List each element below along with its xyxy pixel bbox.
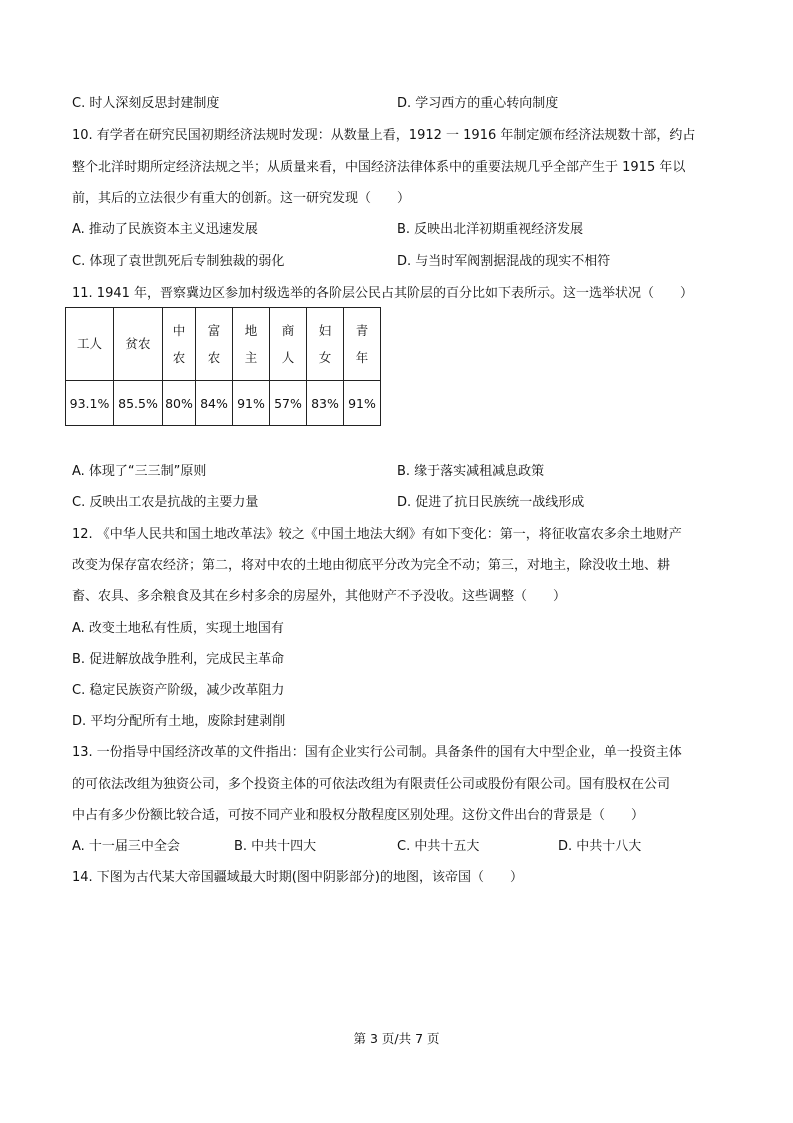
q13-stem-line-2: 的可依法改组为独资公司，多个投资主体的可依法改组为有限责任公司或股份有限公司。国有股权在公司	[72, 777, 671, 792]
table-header-cell: 地主	[233, 308, 270, 381]
q12-option-c: C. 稳定民族资产阶级，减少改革阻力	[72, 683, 285, 698]
election-table	[65, 307, 381, 426]
q9-option-c: C. 时人深刻反思封建制度	[72, 96, 220, 111]
q10-option-d: D. 与当时军阀割据混战的现实不相符	[397, 254, 611, 269]
table-header-cell: 富农	[196, 308, 233, 381]
q12-stem-line-1: 12. 《中华人民共和国土地改革法》较之《中国土地法大纲》有如下变化：第一，将征收富农多余土地财产	[72, 527, 682, 542]
q10-stem-line-2: 整个北洋时期所定经济法规之半；从质量来看，中国经济法律体系中的重要法规几乎全部产生于 1915 年以	[72, 160, 686, 175]
q11-option-b: B. 缘于落实减租减息政策	[397, 464, 545, 479]
table-cell: 83%	[307, 381, 344, 426]
table-cell: 91%	[233, 381, 270, 426]
table-header-row	[66, 308, 381, 381]
q11-option-a: A. 体现了“三三制”原则	[72, 464, 207, 479]
table-cell: 57%	[270, 381, 307, 426]
q10-option-a: A. 推动了民族资本主义迅速发展	[72, 222, 258, 237]
table-header-cell: 商人	[270, 308, 307, 381]
table-value-row	[66, 381, 381, 426]
q13-stem-line-1: 13. 一份指导中国经济改革的文件指出：国有企业实行公司制。具备条件的国有大中型企业，单一投资主体	[72, 745, 682, 760]
q11-option-c: C. 反映出工农是抗战的主要力量	[72, 495, 259, 510]
q13-option-c: C. 中共十五大	[397, 839, 480, 854]
table-header-cell: 贫农	[114, 308, 163, 381]
q10-option-c: C. 体现了袁世凯死后专制独裁的弱化	[72, 254, 285, 269]
q9-option-d: D. 学习西方的重心转向制度	[397, 96, 559, 111]
table-cell: 80%	[163, 381, 196, 426]
q10-option-b: B. 反映出北洋初期重视经济发展	[397, 222, 584, 237]
table-header-cell: 中农	[163, 308, 196, 381]
q11-stem: 11. 1941 年，晋察冀边区参加村级选举的各阶层公民占其阶层的百分比如下表所示。这一选举状况（ ）	[72, 286, 694, 301]
table-header-cell: 青年	[344, 308, 381, 381]
q12-option-b: B. 促进解放战争胜利，完成民主革命	[72, 652, 285, 667]
table-cell: 85.5%	[114, 381, 163, 426]
page-footer: 第 3 页/共 7 页	[353, 1031, 440, 1046]
table-cell: 91%	[344, 381, 381, 426]
q12-stem-line-3: 畜、农具、多余粮食及其在乡村多余的房屋外，其他财产不予没收。这些调整（ ）	[72, 589, 567, 604]
table-cell: 84%	[196, 381, 233, 426]
q13-option-b: B. 中共十四大	[234, 839, 317, 854]
q13-option-a: A. 十一届三中全会	[72, 839, 180, 854]
q10-stem-line-3: 前，其后的立法很少有重大的创新。这一研究发现（ ）	[72, 191, 411, 206]
table-header-cell: 工人	[66, 308, 114, 381]
q12-option-a: A. 改变土地私有性质，实现土地国有	[72, 621, 284, 636]
q13-option-d: D. 中共十八大	[558, 839, 642, 854]
q13-stem-line-3: 中占有多少份额比较合适，可按不同产业和股权分散程度区别处理。这份文件出台的背景是（ ）	[72, 808, 645, 823]
q11-option-d: D. 促进了抗日民族统一战线形成	[397, 495, 585, 510]
q14-stem: 14. 下图为古代某大帝国疆域最大时期(图中阴影部分)的地图，该帝国（ ）	[72, 870, 523, 885]
table-cell: 93.1%	[66, 381, 114, 426]
q12-option-d: D. 平均分配所有土地，废除封建剥削	[72, 714, 286, 729]
q10-stem-line-1: 10. 有学者在研究民国初期经济法规时发现：从数量上看，1912 一 1916 年制定颁布经济法规数十部，约占	[72, 128, 696, 143]
table-header-cell: 妇女	[307, 308, 344, 381]
q12-stem-line-2: 改变为保存富农经济；第二，将对中农的土地由彻底平分改为完全不动；第三，对地主，除没收土地、耕	[72, 558, 671, 573]
